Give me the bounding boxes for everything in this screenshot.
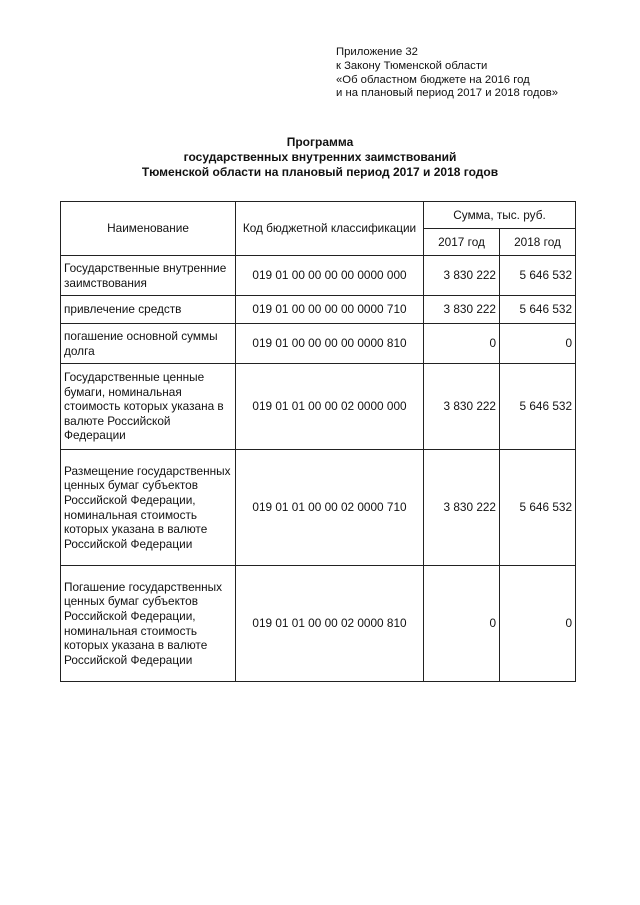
title-line-1: Программа bbox=[286, 135, 354, 149]
table-row bbox=[61, 566, 576, 682]
row-code: 019 01 01 00 00 02 0000 000 bbox=[236, 364, 424, 450]
title-line-2: государственных внутренних заимствований bbox=[183, 150, 457, 164]
row-name: погашение основной суммы долга bbox=[61, 324, 236, 364]
header-sum: Сумма, тыс. руб. bbox=[424, 202, 576, 229]
row-value-2018: 5 646 532 bbox=[500, 296, 576, 324]
table-row bbox=[61, 296, 576, 324]
table-row bbox=[61, 364, 576, 450]
row-name: Государственные внутренние заимствования bbox=[61, 256, 236, 296]
row-value-2018: 5 646 532 bbox=[500, 450, 576, 566]
row-code: 019 01 00 00 00 00 0000 000 bbox=[236, 256, 424, 296]
table-row bbox=[61, 324, 576, 364]
appendix-note bbox=[336, 46, 636, 101]
appendix-line-4: и на плановый период 2017 и 2018 годов» bbox=[336, 87, 559, 100]
appendix-line-3: «Об областном бюджете на 2016 год bbox=[336, 73, 530, 86]
appendix-line-1: Приложение 32 bbox=[336, 46, 418, 58]
row-value-2017: 0 bbox=[424, 566, 500, 682]
row-value-2017: 3 830 222 bbox=[424, 296, 500, 324]
row-code: 019 01 01 00 00 02 0000 810 bbox=[236, 566, 424, 682]
row-value-2018: 0 bbox=[500, 324, 576, 364]
header-name: Наименование bbox=[61, 202, 236, 256]
row-value-2017: 0 bbox=[424, 324, 500, 364]
row-value-2018: 5 646 532 bbox=[500, 256, 576, 296]
table-row bbox=[61, 450, 576, 566]
row-code: 019 01 01 00 00 02 0000 710 bbox=[236, 450, 424, 566]
row-value-2018: 0 bbox=[500, 566, 576, 682]
row-name: привлечение средств bbox=[61, 296, 236, 324]
borrowing-table bbox=[60, 201, 576, 682]
row-name: Государственные ценные бумаги, номинальная стоимость которых указана в валюте Российской Федерации bbox=[61, 364, 236, 450]
document-title bbox=[0, 135, 640, 180]
row-name: Погашение государственных ценных бумаг субъектов Российской Федерации, номинальная стоимость которых указана в валюте Российской Федерации bbox=[61, 566, 236, 682]
row-code: 019 01 00 00 00 00 0000 810 bbox=[236, 324, 424, 364]
header-year-2018: 2018 год bbox=[500, 229, 576, 256]
title-line-3: Тюменской области на плановый период 2017 и 2018 годов bbox=[141, 165, 499, 179]
header-year-2017: 2017 год bbox=[424, 229, 500, 256]
table-row bbox=[61, 256, 576, 296]
row-name: Размещение государственных ценных бумаг субъектов Российской Федерации, номинальная стоимость которых указана в валюте Российской Федерации bbox=[61, 450, 236, 566]
row-value-2017: 3 830 222 bbox=[424, 256, 500, 296]
row-code: 019 01 00 00 00 00 0000 710 bbox=[236, 296, 424, 324]
appendix-line-2: к Закону Тюменской области bbox=[336, 59, 488, 72]
row-value-2017: 3 830 222 bbox=[424, 450, 500, 566]
header-code: Код бюджетной классификации bbox=[236, 202, 424, 256]
row-value-2017: 3 830 222 bbox=[424, 364, 500, 450]
row-value-2018: 5 646 532 bbox=[500, 364, 576, 450]
